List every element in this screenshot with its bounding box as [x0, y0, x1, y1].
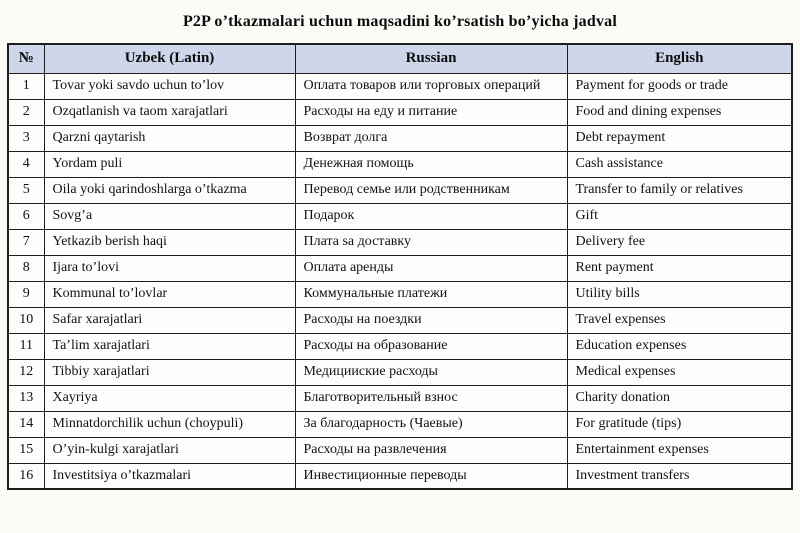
uzbek-cell: Yetkazib berish haqi: [44, 229, 295, 255]
table-row: [8, 177, 792, 203]
column-header-russian: Russian: [295, 44, 567, 73]
row-number-cell: 8: [8, 255, 44, 281]
translation-table: [7, 43, 793, 490]
table-row: [8, 463, 792, 489]
table-row: [8, 333, 792, 359]
row-number-cell: 3: [8, 125, 44, 151]
row-number-cell: 12: [8, 359, 44, 385]
row-number-cell: 9: [8, 281, 44, 307]
table-row: [8, 73, 792, 99]
uzbek-cell: Tovar yoki savdo uchun to’lov: [44, 73, 295, 99]
english-cell: Payment for goods or trade: [567, 73, 792, 99]
english-cell: For gratitude (tips): [567, 411, 792, 437]
table-row: [8, 99, 792, 125]
uzbek-cell: Ijara to’lovi: [44, 255, 295, 281]
column-header-english: English: [567, 44, 792, 73]
english-cell: Medical expenses: [567, 359, 792, 385]
table-row: [8, 281, 792, 307]
page-title: P2P o’tkazmalari uchun maqsadini ko’rsatish bo’yicha jadval: [182, 13, 618, 30]
row-number-cell: 13: [8, 385, 44, 411]
table-header: [8, 44, 792, 73]
table-row: [8, 125, 792, 151]
table-row: [8, 151, 792, 177]
english-cell: Delivery fee: [567, 229, 792, 255]
table-header-row: [8, 44, 792, 73]
column-header-uzbek: Uzbek (Latin): [44, 44, 295, 73]
english-cell: Debt repayment: [567, 125, 792, 151]
row-number-cell: 6: [8, 203, 44, 229]
english-cell: Rent payment: [567, 255, 792, 281]
row-number-cell: 5: [8, 177, 44, 203]
english-cell: Transfer to family or relatives: [567, 177, 792, 203]
uzbek-cell: Ta’lim xarajatlari: [44, 333, 295, 359]
uzbek-cell: Investitsiya o’tkazmalari: [44, 463, 295, 489]
russian-cell: Плата sa доставку: [295, 229, 567, 255]
russian-cell: Коммунальные платежи: [295, 281, 567, 307]
russian-cell: Расходы на еду и питание: [295, 99, 567, 125]
russian-cell: Благотворительный взнос: [295, 385, 567, 411]
uzbek-cell: Minnatdorchilik uchun (choypuli): [44, 411, 295, 437]
english-cell: Travel expenses: [567, 307, 792, 333]
row-number-cell: 10: [8, 307, 44, 333]
table-body: [8, 73, 792, 489]
row-number-cell: 7: [8, 229, 44, 255]
russian-cell: Расходы на поездки: [295, 307, 567, 333]
table-row: [8, 229, 792, 255]
russian-cell: Денежная помощь: [295, 151, 567, 177]
table-row: [8, 385, 792, 411]
row-number-cell: 11: [8, 333, 44, 359]
row-number-cell: 1: [8, 73, 44, 99]
russian-cell: Медицииские расходы: [295, 359, 567, 385]
english-cell: Entertainment expenses: [567, 437, 792, 463]
row-number-cell: 2: [8, 99, 44, 125]
row-number-cell: 15: [8, 437, 44, 463]
russian-cell: Оплата аренды: [295, 255, 567, 281]
uzbek-cell: Yordam puli: [44, 151, 295, 177]
english-cell: Cash assistance: [567, 151, 792, 177]
uzbek-cell: Ozqatlanish va taom xarajatlari: [44, 99, 295, 125]
uzbek-cell: Oila yoki qarindoshlarga o’tkazma: [44, 177, 295, 203]
row-number-cell: 16: [8, 463, 44, 489]
russian-cell: Подарок: [295, 203, 567, 229]
english-cell: Gift: [567, 203, 792, 229]
uzbek-cell: Kommunal to’lovlar: [44, 281, 295, 307]
table-row: [8, 255, 792, 281]
uzbek-cell: Tibbiy xarajatlari: [44, 359, 295, 385]
russian-cell: Оплата товаров или торговых операций: [295, 73, 567, 99]
russian-cell: Перевод семье или родственникам: [295, 177, 567, 203]
russian-cell: Возврат долга: [295, 125, 567, 151]
english-cell: Food and dining expenses: [567, 99, 792, 125]
table-row: [8, 203, 792, 229]
row-number-cell: 4: [8, 151, 44, 177]
column-header-number: №: [8, 44, 44, 73]
russian-cell: Инвестиционные переводы: [295, 463, 567, 489]
english-cell: Charity donation: [567, 385, 792, 411]
table-row: [8, 307, 792, 333]
table-row: [8, 411, 792, 437]
russian-cell: За благодарность (Чаевые): [295, 411, 567, 437]
russian-cell: Расходы на образование: [295, 333, 567, 359]
uzbek-cell: Sovg’a: [44, 203, 295, 229]
table-row: [8, 437, 792, 463]
uzbek-cell: O’yin-kulgi xarajatlari: [44, 437, 295, 463]
uzbek-cell: Safar xarajatlari: [44, 307, 295, 333]
russian-cell: Расходы на развлечения: [295, 437, 567, 463]
english-cell: Investment transfers: [567, 463, 792, 489]
uzbek-cell: Xayriya: [44, 385, 295, 411]
english-cell: Education expenses: [567, 333, 792, 359]
uzbek-cell: Qarzni qaytarish: [44, 125, 295, 151]
table-row: [8, 359, 792, 385]
english-cell: Utility bills: [567, 281, 792, 307]
row-number-cell: 14: [8, 411, 44, 437]
